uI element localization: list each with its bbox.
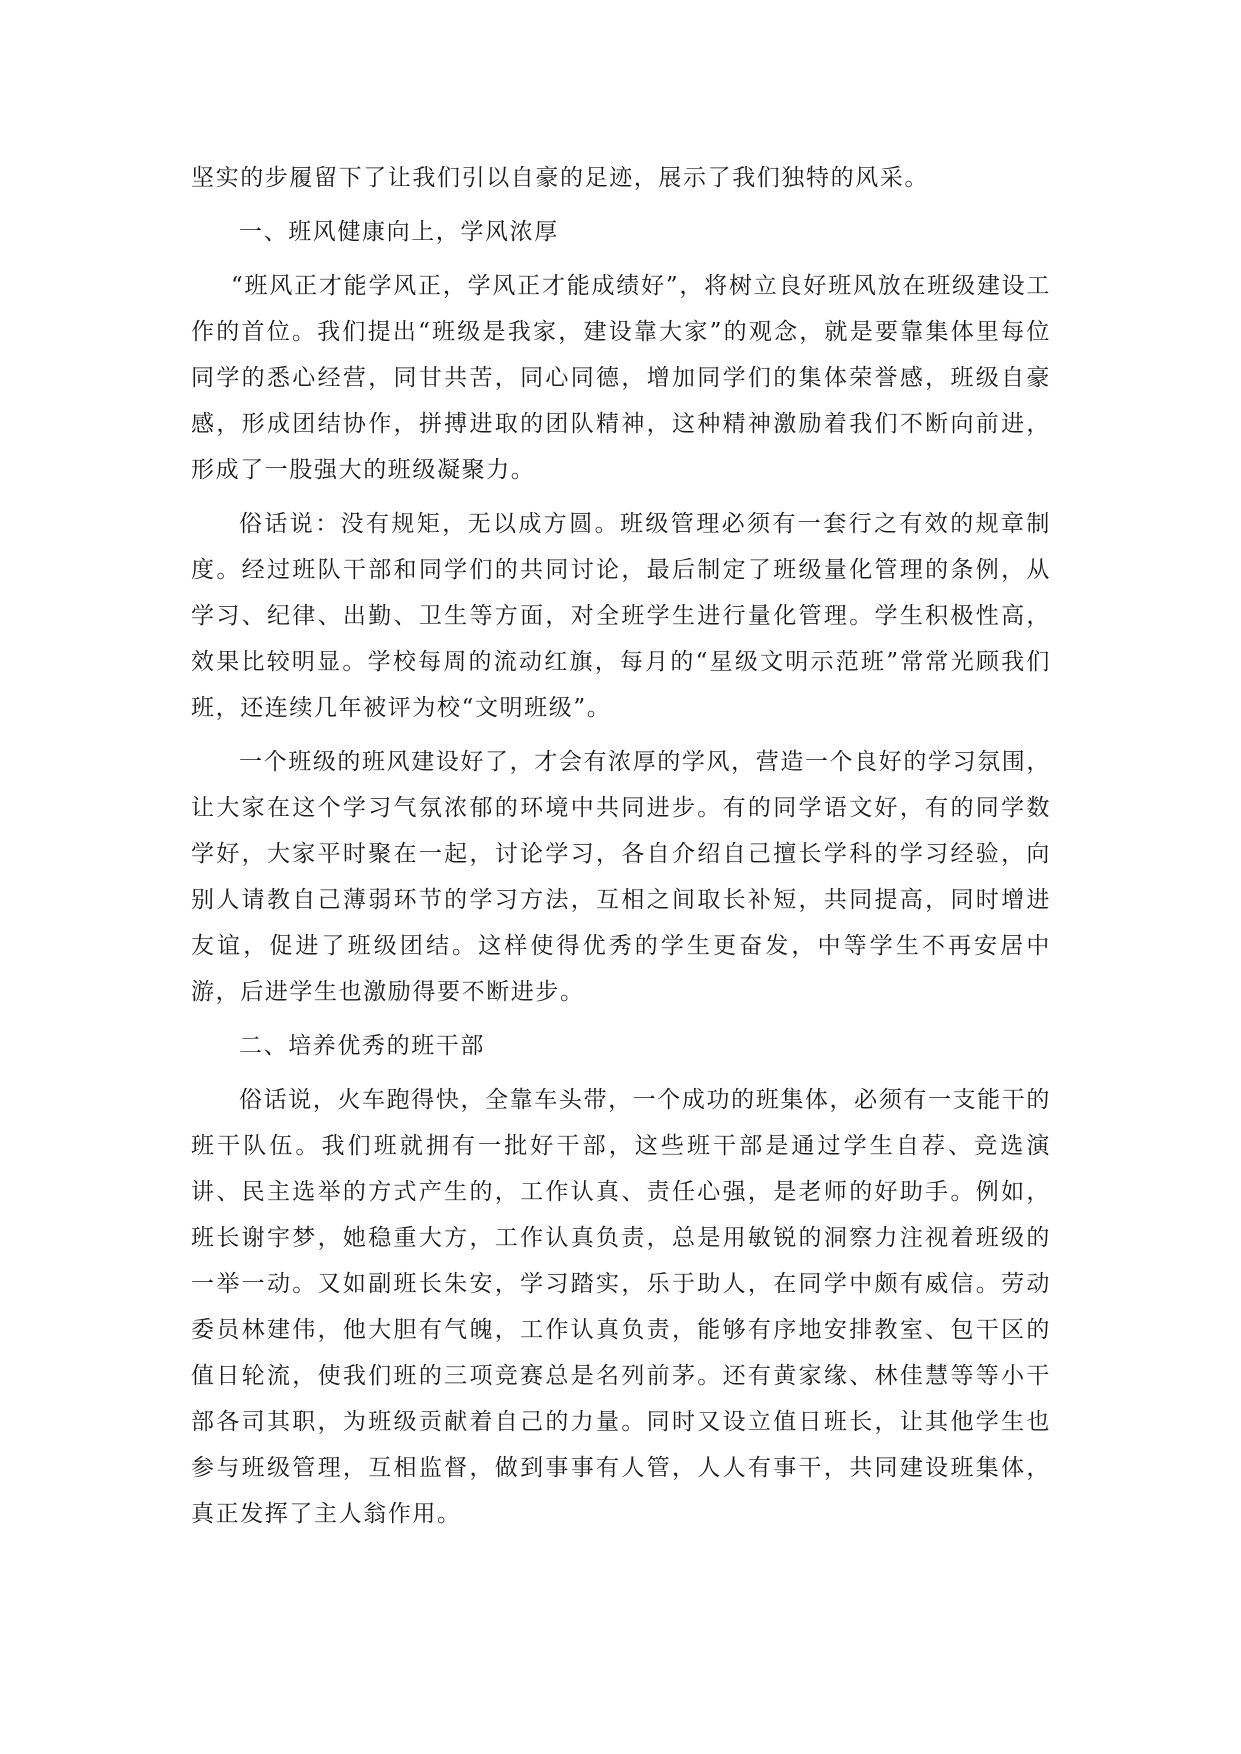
section-heading-2: 二、培养优秀的班干部 [239, 1033, 485, 1059]
body-paragraph: 俗话说，火车跑得快，全靠车头带，一个成功的班集体，必须有一支能干的班干队伍。我们班就拥有一批好干部，这些班干部是通过学生自荐、竞选演讲、民主选举的方式产生的，工作认真、责任心强，是老师的好助手。例如，班长谢宇梦，她稳重大方，工作认真负责，总是用敏锐的洞察力注视着班级的一举一动。又如副班长朱安，学习踏实，乐于助人，在同学中颇有威信。劳动委员林建伟，他大胆有气魄，工作认真负责，能够有序地安排教室、包干区的值日轮流，使我们班的三项竞赛总是名列前茅。还有黄家缘、林佳慧等等小干部各司其职，为班级贡献着自己的力量。同时又设立值日班长，让其他学生也参与班级管理，互相监督，做到事事有人管，人人有事干，共同建设班集体，真正发挥了主人翁作用。 [191, 1087, 1051, 1527]
body-paragraph: “班风正才能学风正，学风正才能成绩好”，将树立良好班风放在班级建设工作的首位。我们提出“班级是我家，建设靠大家”的观念，就是要靠集体里每位同学的悉心经营，同甘共苦，同心同德，增加同学们的集体荣誉感，班级自豪感，形成团结协作，拼搏进取的团队精神，这种精神激励着我们不断向前进，形成了一股强大的班级凝聚力。 [191, 273, 1051, 483]
body-paragraph: 一个班级的班风建设好了，才会有浓厚的学风，营造一个良好的学习氛围，让大家在这个学习气氛浓郁的环境中共同进步。有的同学语文好，有的同学数学好，大家平时聚在一起，讨论学习，各自介绍自己擅长学科的学习经验，向别人请教自己薄弱环节的学习方法，互相之间取长补短，共同提高，同时增进友谊，促进了班级团结。这样使得优秀的学生更奋发，中等学生不再安居中游，后进学生也激励得要不断进步。 [191, 749, 1051, 1005]
document-page [191, 155, 1051, 1545]
section-heading-1: 一、班风健康向上，学风浓厚 [239, 219, 559, 245]
continuation-paragraph: 坚实的步履留下了让我们引以自豪的足迹，展示了我们独特的风采。 [191, 165, 929, 191]
body-paragraph: 俗话说：没有规矩，无以成方圆。班级管理必须有一套行之有效的规章制度。经过班队干部和同学们的共同讨论，最后制定了班级量化管理的条例，从学习、纪律、出勤、卫生等方面，对全班学生进行量化管理。学生积极性高，效果比较明显。学校每周的流动红旗，每月的“星级文明示范班”常常光顾我们班，还连续几年被评为校“文明班级”。 [191, 511, 1051, 721]
